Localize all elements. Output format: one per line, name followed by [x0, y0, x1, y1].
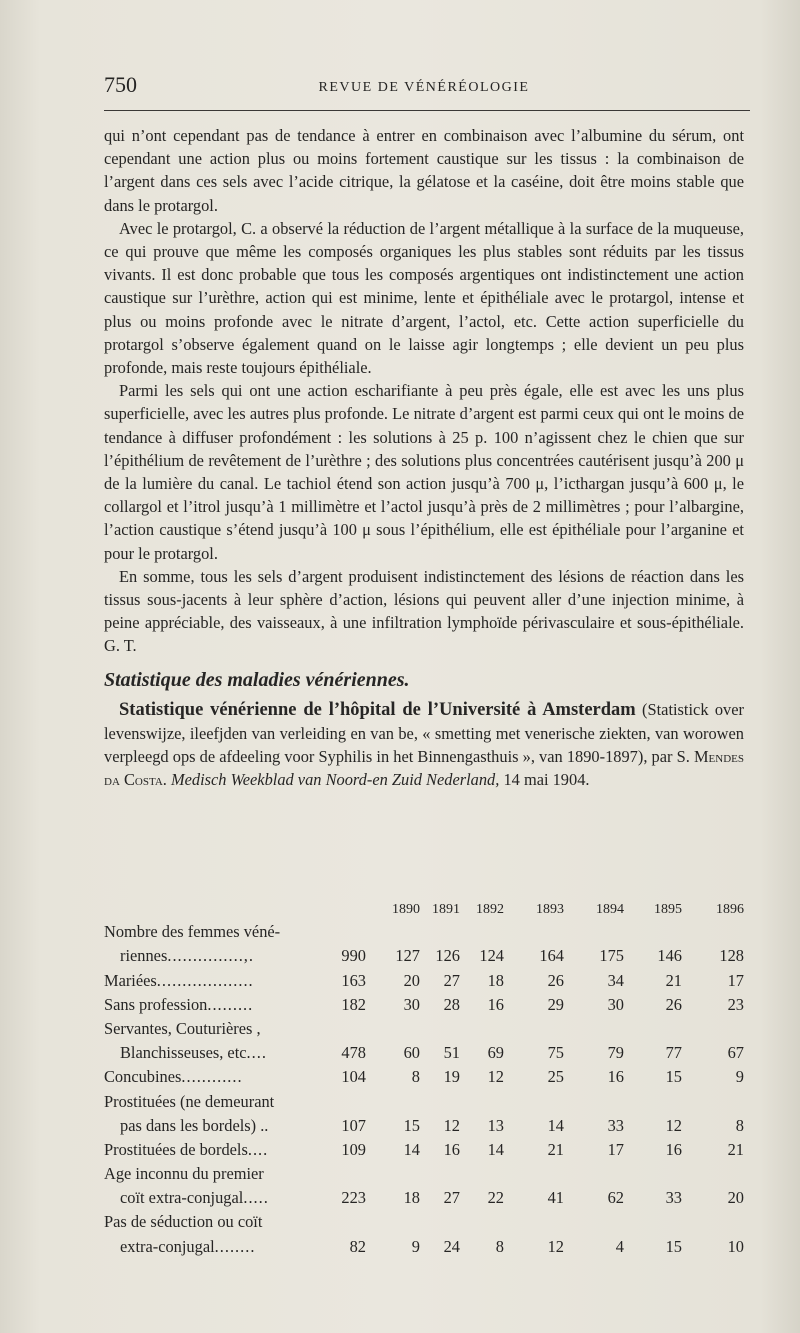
- row-label-line1: Nombre des femmes véné-: [104, 922, 281, 942]
- row-label-text: pas dans les bordels) ..: [120, 1115, 269, 1135]
- table-row-label-line: [104, 1087, 744, 1111]
- total-cell: 109: [341, 1139, 366, 1159]
- dot-leader: ........: [214, 1236, 256, 1256]
- year-value-cell: 21: [727, 1139, 744, 1159]
- year-value-cell: 28: [443, 994, 460, 1014]
- year-value-cell: 4: [615, 1236, 624, 1256]
- year-value-cell: 12: [487, 1067, 504, 1087]
- row-label-text: coït extra-conjugal: [120, 1188, 244, 1208]
- year-value-cell: 15: [665, 1236, 682, 1256]
- year-value-cell: 18: [487, 970, 504, 990]
- table-row: [104, 1232, 744, 1256]
- year-header: 1892: [476, 902, 504, 917]
- year-value-cell: 15: [665, 1067, 682, 1087]
- year-value-cell: 12: [443, 1115, 460, 1135]
- row-label-line1: Servantes, Couturières ,: [104, 1018, 261, 1038]
- page-number: 750: [104, 72, 137, 97]
- row-label: [104, 942, 320, 966]
- total-cell: 104: [341, 1067, 366, 1087]
- year-value-cell: 16: [665, 1139, 682, 1159]
- table-row: [104, 1184, 744, 1208]
- year-value-cell: 51: [443, 1043, 460, 1063]
- year-value-cell: 20: [727, 1188, 744, 1208]
- year-value-cell: 19: [443, 1067, 460, 1087]
- year-value-cell: 16: [607, 1067, 624, 1087]
- year-value-cell: 13: [487, 1115, 504, 1135]
- year-value-cell: 75: [547, 1043, 564, 1063]
- year-header: 1894: [596, 902, 624, 917]
- reference-entry: [104, 698, 744, 792]
- table-row: [104, 1112, 744, 1136]
- row-label: [104, 966, 320, 990]
- row-label-text: Prostituées de bordels: [104, 1139, 248, 1159]
- year-value-cell: 26: [665, 994, 682, 1014]
- year-value-cell: 14: [403, 1139, 420, 1159]
- year-header: 1896: [716, 902, 744, 917]
- total-cell: 478: [341, 1043, 366, 1063]
- dot-leader: .........: [207, 994, 254, 1014]
- year-value-cell: 25: [547, 1067, 564, 1087]
- row-label-line1: Prostituées (ne demeurant: [104, 1091, 275, 1111]
- year-value-cell: 21: [665, 970, 682, 990]
- year-value-cell: 16: [443, 1139, 460, 1159]
- year-value-cell: 27: [443, 970, 460, 990]
- year-value-cell: 8: [495, 1236, 504, 1256]
- year-value-cell: 164: [539, 946, 564, 966]
- page-header: [104, 72, 744, 102]
- paragraph: Parmi les sels qui ont une action escharifiante à peu près égale, elle est avec les uns plus superficielle, avec les autres plus profonde. Le nitrate d’argent est parmi ceux qui ont le moins de tendance à diffuser profondément : les solutions à 25 p. 100 n’agissent chez le chien que sur l’épithélium de revêtement de l’urèthre ; des solutions plus concentrées cautérisent jusqu’à 200 μ de la lumière du canal. Le tachiol étend son action jusqu’à 700 μ, l’icthargan jusqu’à 600 μ, le collargol et l’itrol jusqu’à 1 millimètre et l’actol jusqu’à près de 2 millimètres ; pour l’albargine, l’action caustique s’étend jusqu’à 100 μ sous l’épithélium, elle est épithéliale pour l’arganine et pour le protargol.: [104, 381, 744, 563]
- total-cell: 82: [349, 1236, 366, 1256]
- row-label-text: Sans profession: [104, 994, 208, 1014]
- total-cell: 223: [341, 1188, 366, 1208]
- table-row-label-line: [104, 918, 744, 942]
- row-label-text: Mariées: [104, 970, 157, 990]
- header-rule: [104, 110, 750, 111]
- year-value-cell: 126: [435, 946, 460, 966]
- dot-leader: ............: [181, 1067, 243, 1087]
- year-value-cell: 175: [599, 946, 624, 966]
- row-label-text: extra-conjugal: [120, 1236, 215, 1256]
- year-header: 1893: [536, 902, 564, 917]
- year-value-cell: 67: [727, 1043, 744, 1063]
- year-value-cell: 23: [727, 994, 744, 1014]
- table-row: [104, 1136, 744, 1160]
- table-header-row: [104, 896, 744, 918]
- table-row: [104, 942, 744, 966]
- section-heading: Statistique des maladies vénériennes.: [104, 668, 410, 691]
- year-value-cell: 77: [665, 1043, 682, 1063]
- year-value-cell: 9: [735, 1067, 744, 1087]
- article-body: [104, 124, 744, 791]
- year-value-cell: 8: [735, 1115, 744, 1135]
- row-label: [104, 1063, 320, 1087]
- year-value-cell: 127: [395, 946, 420, 966]
- table-row-label-line: [104, 1160, 744, 1184]
- year-value-cell: 18: [403, 1188, 420, 1208]
- paragraph: Avec le protargol, C. a observé la réduction de l’argent métallique à la surface de la muqueuse, ce qui prouve que même les composés organiques les plus stables sont réduits par les tissus vivants. Il est donc probable que tous les composés argentiques ont indistinctement une action caustique sur l’urèthre, action qui est minime, lente et épithéliale avec le protargol, intense et plus ou moins profonde avec le nitrate d’argent, l’actol, etc. Cette action superficielle du protargol s’observe également quand on le laisse agir longtemps ; elle devient un peu plus profonde, mais reste toujours épithéliale.: [104, 218, 744, 378]
- year-header: 1895: [654, 902, 682, 917]
- total-cell: 990: [341, 946, 366, 966]
- year-value-cell: 124: [479, 946, 504, 966]
- year-value-cell: 21: [547, 1139, 564, 1159]
- total-cell: 182: [341, 994, 366, 1014]
- row-label: [104, 1232, 320, 1256]
- year-header: 1890: [392, 902, 420, 917]
- year-value-cell: 41: [547, 1188, 564, 1208]
- row-label-text: Blanchisseuses, etc: [120, 1043, 247, 1063]
- dot-leader: ....: [247, 1139, 269, 1159]
- year-value-cell: 128: [719, 946, 744, 966]
- year-value-cell: 60: [403, 1043, 420, 1063]
- year-value-cell: 8: [411, 1067, 420, 1087]
- row-label-text: Concubines: [104, 1067, 182, 1087]
- year-value-cell: 62: [607, 1188, 624, 1208]
- total-cell: 163: [341, 970, 366, 990]
- year-value-cell: 22: [487, 1188, 504, 1208]
- statistics-table: [104, 896, 744, 1257]
- year-value-cell: 12: [547, 1236, 564, 1256]
- row-label-text: riennes: [120, 946, 168, 966]
- paragraph: En somme, tous les sels d’argent produisent indistinctement des lésions de réaction dans les tissus sous-jacents à leur sphère d’action, lésions qui peuvent aller d’une injection minime, à peine appréciable, des vaisseaux, à une infiltration lymphoïde périvasculaire et sous-épithéliale. G. T.: [104, 566, 744, 656]
- table-row-label-line: [104, 1208, 744, 1232]
- year-value-cell: 16: [487, 994, 504, 1014]
- year-value-cell: 15: [403, 1115, 420, 1135]
- row-label: [104, 991, 320, 1015]
- row-label: [104, 1112, 320, 1136]
- year-value-cell: 79: [607, 1043, 624, 1063]
- row-label: [104, 1136, 320, 1160]
- year-value-cell: 9: [411, 1236, 420, 1256]
- year-value-cell: 29: [547, 994, 564, 1014]
- row-label-line1: Pas de séduction ou coït: [104, 1212, 263, 1232]
- year-value-cell: 12: [665, 1115, 682, 1135]
- table-row-label-line: [104, 1015, 744, 1039]
- year-header: 1891: [432, 902, 460, 917]
- dot-leader: ...................: [156, 970, 254, 990]
- total-cell: 107: [341, 1115, 366, 1135]
- year-value-cell: 17: [607, 1139, 624, 1159]
- year-value-cell: 10: [727, 1236, 744, 1256]
- year-value-cell: 33: [607, 1115, 624, 1135]
- dot-leader: .....: [243, 1188, 269, 1208]
- row-label: [104, 1039, 320, 1063]
- year-value-cell: 26: [547, 970, 564, 990]
- dot-leader: ....: [246, 1043, 267, 1063]
- paragraph: qui n’ont cependant pas de tendance à entrer en combinaison avec l’albumine du sérum, ont cependant une action plus ou moins fortement caustique sur les tissus : la combinaison de l’argent dans ces sels avec l’acide citrique, la gélatose et la caséine, doit être moins stable que dans le protargol.: [104, 126, 744, 215]
- reference-title: Statistique vénérienne de l’hôpital de l’Université à Amsterdam: [119, 699, 636, 720]
- reference-author: S. Mendes da Costa.: [104, 747, 744, 790]
- dot-leader: ...............,.: [167, 946, 255, 966]
- table-row: [104, 1039, 744, 1063]
- table-row: [104, 1063, 744, 1087]
- year-value-cell: 27: [443, 1188, 460, 1208]
- table-row: [104, 966, 744, 990]
- year-value-cell: 34: [607, 970, 624, 990]
- year-value-cell: 33: [665, 1188, 682, 1208]
- table-row: [104, 991, 744, 1015]
- year-value-cell: 69: [487, 1043, 504, 1063]
- year-value-cell: 146: [657, 946, 682, 966]
- table-body: [104, 918, 744, 1257]
- reference-text: (Statistick over levenswijze, ileefjden van verleiding en van be, « smetting met venerische ziekten, van worowen verpleegd ops de afdeeling voor Syphilis in het Binnengasthuis », van 1890-1897), par: [104, 699, 744, 767]
- year-value-cell: 30: [607, 994, 624, 1014]
- year-value-cell: 24: [443, 1236, 460, 1256]
- year-value-cell: 14: [487, 1139, 504, 1159]
- row-label-line1: Age inconnu du premier: [104, 1164, 264, 1184]
- running-title: REVUE DE VÉNÉRÉOLOGIE: [318, 80, 530, 95]
- year-value-cell: 20: [403, 970, 420, 990]
- reference-date: 14 mai 1904.: [503, 770, 590, 790]
- year-value-cell: 17: [727, 970, 744, 990]
- year-value-cell: 30: [403, 994, 420, 1014]
- year-value-cell: 14: [547, 1115, 564, 1135]
- reference-journal: Medisch Weekblad van Noord-en Zuid Nederland,: [170, 770, 500, 790]
- row-label: [104, 1184, 320, 1208]
